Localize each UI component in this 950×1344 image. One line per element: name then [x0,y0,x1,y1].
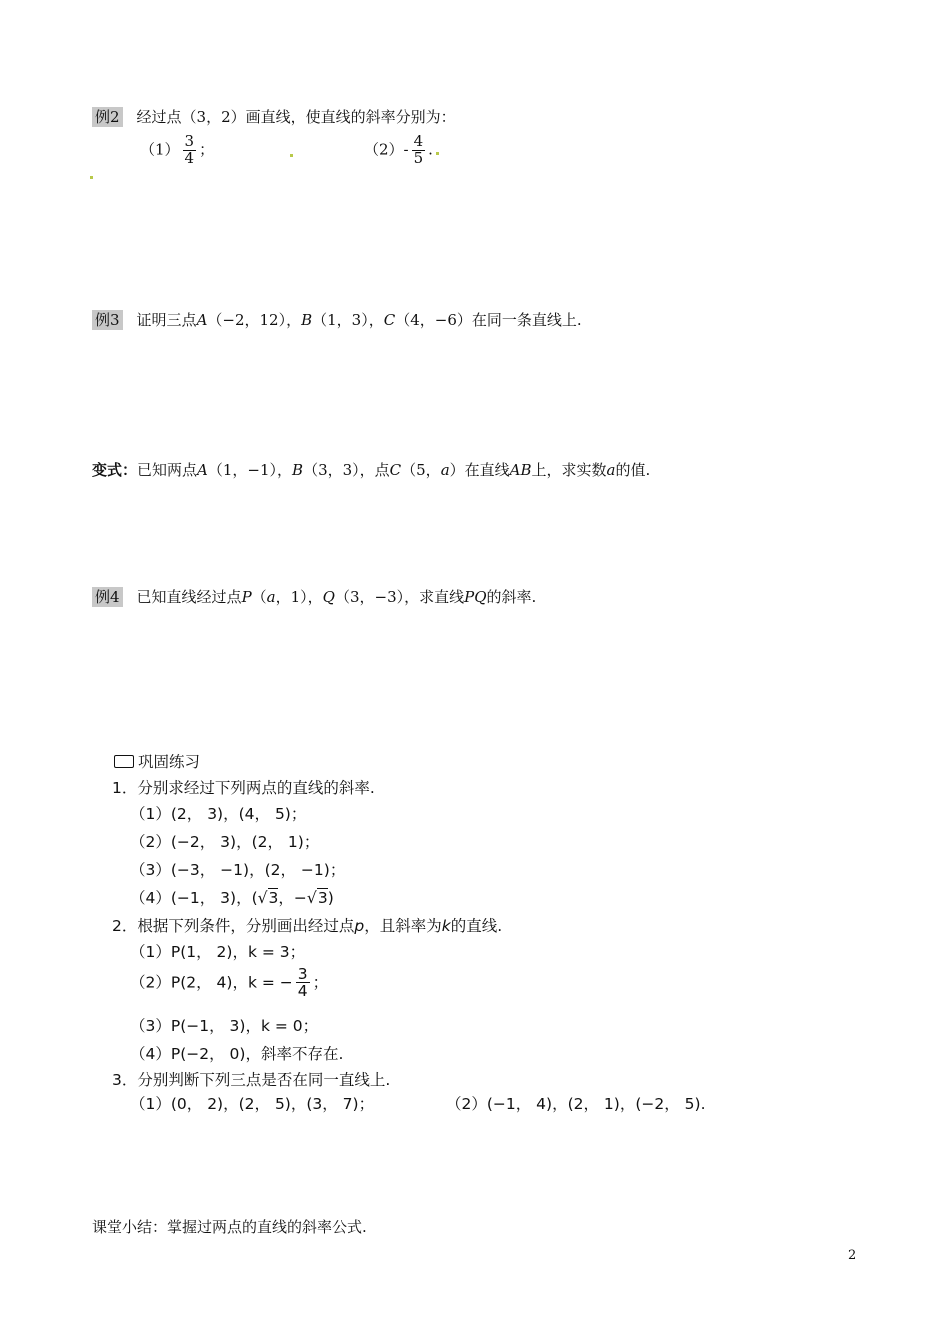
scan-dot [290,154,293,157]
variant-problem: 变式：已知两点A（1，−1），B（3，3），点C（5，a）在直线AB上，求实数a的值. [92,461,651,479]
example-3: 例3 证明三点A（−2，12），B（1，3），C（4，−6）在同一条直线上. [92,309,582,330]
folder-icon [114,755,134,768]
practice-q3-item: （1）(0， 2)，(2， 5)，(3， 7)； [130,1095,375,1113]
practice-q3: 3．分别判断下列三点是否在同一直线上. [112,1071,391,1089]
practice-q2: 2．根据下列条件，分别画出经过点p，且斜率为k的直线. [112,917,503,935]
practice-q1: 1．分别求经过下列两点的直线的斜率. [112,779,375,797]
example-4: 例4 已知直线经过点P（a，1），Q（3，−3），求直线PQ的斜率. [92,586,536,607]
practice-q2-item: （3）P(−1， 3)，k = 0； [130,1017,319,1035]
example-tag: 例2 [92,107,123,127]
practice-heading: 巩固练习 [114,750,200,772]
practice-q3-item: （2）(−1， 4)，(2， 1)，(−2， 5). [446,1095,706,1113]
fraction: $\frac{3}{4}$ [297,965,308,1001]
example-2-part-2: （2）- $\frac{4}{5}$ . [364,132,433,167]
practice-q1-item: （1）(2， 3)，(4， 5)； [130,805,307,823]
fraction: $\frac{4}{5}$ [413,132,424,167]
example-2 [92,106,456,127]
class-summary: 课堂小结：掌握过两点的直线的斜率公式. [92,1218,367,1236]
practice-q2-item: （2）P(2， 4)，k = − $\frac{3}{4}$ ； [130,965,329,1001]
example-tag: 例4 [92,587,123,607]
practice-q1-item: （4）(−1， 3)，(√3，−√3) [130,889,334,907]
example-2-part-1: （1） $\frac{3}{4}$ ； [140,132,215,167]
variant-label: 变式： [92,461,138,479]
page-number: 2 [848,1248,857,1263]
practice-q1-item: （2）(−2， 3)，(2， 1)； [130,833,320,851]
practice-q1-item: （3）(−3， −1)，(2， −1)； [130,861,346,879]
practice-q2-item: （4）P(−2， 0)，斜率不存在. [130,1045,344,1063]
fraction: $\frac{3}{4}$ [184,132,195,167]
practice-q2-item: （1）P(1， 2)，k = 3； [130,943,306,961]
scan-dot [90,176,93,179]
example-tag: 例3 [92,310,123,330]
scan-dot [436,152,439,155]
example-text: 经过点（3，2）画直线，使直线的斜率分别为： [136,108,456,126]
